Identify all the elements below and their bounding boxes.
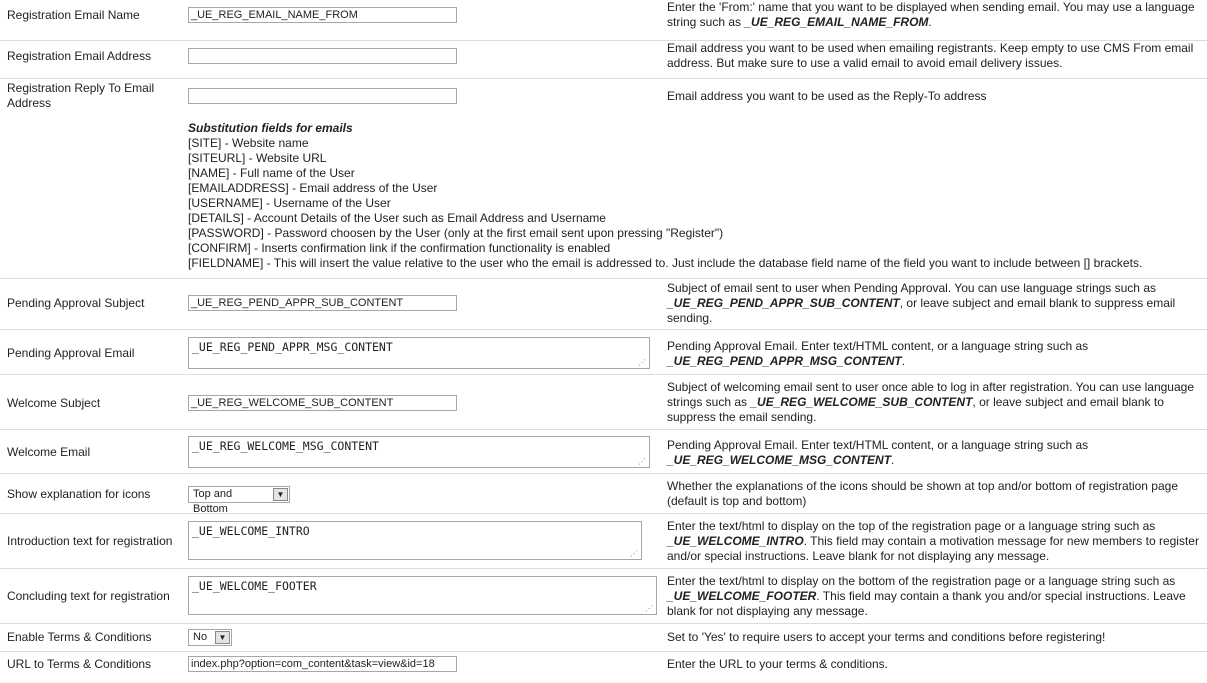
desc-text: Pending Approval Email. Enter text/HTML content, or a language string such as (667, 438, 1089, 452)
desc-emphasis: _UE_REG_PEND_APPR_SUB_CONTENT (667, 296, 900, 310)
substitution-line: [EMAILADDRESS] - Email address of the User (188, 181, 438, 195)
intro-value: _UE_WELCOME_INTRO (192, 524, 310, 538)
pending-subject-desc (667, 281, 1199, 326)
terms-label: Enable Terms & Conditions (7, 630, 152, 644)
show-icons-desc: Whether the explanations of the icons should be shown at top and/or bottom of registration page (default is top and bottom) (667, 479, 1178, 508)
show-icons-label: Show explanation for icons (7, 487, 151, 501)
row-footer (0, 568, 1207, 624)
row-pending-subject (0, 278, 1207, 330)
substitution-line: [FIELDNAME] - This will insert the value relative to the user who the email is addressed to. Just include the database field name of the field you want to include between [] brackets. (188, 256, 1143, 270)
desc-text: . (901, 354, 906, 368)
reply-to-input[interactable] (188, 88, 457, 104)
desc-text: . This field may contain a motivation message for new members to register and/or special instructions. Leave blank for not displaying any message. (667, 534, 1199, 563)
desc-emphasis: _UE_WELCOME_FOOTER (667, 589, 817, 603)
desc-emphasis: _UE_WELCOME_INTRO (667, 534, 804, 548)
row-show-icons (0, 473, 1207, 514)
pending-email-value: _UE_REG_PEND_APPR_MSG_CONTENT (192, 340, 393, 354)
substitution-line: [PASSWORD] - Password choosen by the User (only at the first email sent upon pressing "Register") (188, 226, 724, 240)
desc-text: Pending Approval Email. Enter text/HTML content, or a language string such as (667, 339, 1089, 353)
reply-to-label: Registration Reply To Email Address (7, 81, 155, 110)
row-welcome-email (0, 429, 1207, 474)
footer-label: Concluding text for registration (7, 589, 170, 603)
pending-email-textarea[interactable] (188, 337, 650, 369)
row-terms-url (0, 651, 1207, 683)
welcome-subject-label: Welcome Subject (7, 396, 101, 410)
intro-label: Introduction text for registration (7, 534, 173, 548)
email-name-desc (667, 0, 1199, 30)
terms-url-input[interactable]: index.php?option=com_content&task=view&id=18 (188, 656, 457, 672)
desc-emphasis: _UE_REG_PEND_APPR_MSG_CONTENT (667, 354, 902, 368)
desc-text: Subject of email sent to user when Pending Approval. You can use language strings such as (667, 281, 1156, 295)
row-pending-email (0, 329, 1207, 375)
pending-email-desc (667, 339, 1199, 369)
welcome-subject-desc (667, 380, 1199, 425)
desc-text: Enter the text/html to display on the bottom of the registration page or a language string such as (667, 574, 1176, 588)
row-terms (0, 623, 1207, 652)
terms-desc: Set to 'Yes' to require users to accept your terms and conditions before registering! (667, 630, 1106, 644)
terms-select[interactable] (188, 629, 232, 646)
footer-textarea[interactable] (188, 576, 657, 615)
desc-text: Subject of welcoming email sent to user once able to log in after registration. You can use language strings such as (667, 380, 1194, 409)
welcome-email-desc (667, 438, 1199, 468)
desc-emphasis: _UE_REG_WELCOME_MSG_CONTENT (667, 453, 892, 467)
desc-text: . (928, 15, 932, 29)
email-name-label: Registration Email Name (7, 8, 140, 22)
row-reply-to (0, 78, 1207, 279)
row-email-name (0, 0, 1207, 40)
row-intro (0, 513, 1207, 569)
resize-grip-icon[interactable]: ⋰ (638, 358, 646, 367)
desc-text: , or leave subject and email blank to suppress email sending. (667, 296, 1176, 325)
footer-value: _UE_WELCOME_FOOTER (192, 579, 317, 593)
resize-grip-icon[interactable]: ⋰ (638, 457, 646, 466)
substitution-line: [USERNAME] - Username of the User (188, 196, 391, 210)
substitution-line: [NAME] - Full name of the User (188, 166, 355, 180)
substitution-line: [CONFIRM] - Inserts confirmation link if the confirmation functionality is enabled (188, 241, 611, 255)
resize-grip-icon[interactable]: ⋰ (645, 604, 653, 613)
welcome-subject-input[interactable]: _UE_REG_WELCOME_SUB_CONTENT (188, 395, 457, 411)
desc-text: . (891, 453, 895, 467)
substitution-fields (188, 121, 1142, 271)
footer-desc (667, 574, 1199, 619)
dropdown-arrow-icon[interactable]: ▼ (215, 631, 230, 644)
substitution-heading: Substitution fields for emails (188, 121, 353, 135)
desc-emphasis: _UE_REG_EMAIL_NAME_FROM (744, 15, 929, 29)
terms-url-label: URL to Terms & Conditions (7, 657, 152, 671)
desc-emphasis: _UE_REG_WELCOME_SUB_CONTENT (750, 395, 973, 409)
show-icons-select[interactable] (188, 486, 290, 515)
substitution-line: [SITEURL] - Website URL (188, 151, 327, 165)
desc-text: Enter the text/html to display on the top of the registration page or a language string such as (667, 519, 1156, 533)
welcome-email-value: _UE_REG_WELCOME_MSG_CONTENT (192, 439, 379, 453)
intro-textarea[interactable] (188, 521, 642, 560)
welcome-email-label: Welcome Email (7, 445, 91, 459)
pending-subject-input[interactable]: _UE_REG_PEND_APPR_SUB_CONTENT (188, 295, 457, 311)
email-address-desc: Email address you want to be used when emailing registrants. Keep empty to use CMS From email address. But make sure to use a valid email to avoid email delivery issues. (667, 41, 1194, 70)
reply-to-desc: Email address you want to be used as the Reply-To address (667, 89, 987, 103)
substitution-line: [SITE] - Website name (188, 136, 309, 150)
desc-text: . This field may contain a thank you and/or special instructions. Leave blank for not displaying any message. (667, 589, 1186, 618)
resize-grip-icon[interactable]: ⋰ (630, 549, 638, 558)
show-icons-value: Top and Bottom (193, 488, 233, 515)
pending-subject-label: Pending Approval Subject (7, 296, 145, 310)
email-name-input[interactable]: _UE_REG_EMAIL_NAME_FROM (188, 7, 457, 23)
email-address-label: Registration Email Address (7, 49, 152, 63)
terms-url-desc: Enter the URL to your terms & conditions. (667, 657, 888, 671)
dropdown-arrow-icon[interactable]: ▼ (273, 488, 288, 501)
desc-text: Enter the 'From:' name that you want to be displayed when sending email. You may use a language string such as (667, 0, 1195, 29)
email-address-input[interactable] (188, 48, 457, 64)
desc-text: , or leave subject and email blank to suppress the email sending. (667, 395, 1164, 424)
welcome-email-textarea[interactable] (188, 436, 650, 468)
intro-desc (667, 519, 1199, 564)
pending-email-label: Pending Approval Email (7, 346, 135, 360)
row-email-address (0, 40, 1207, 79)
substitution-line: [DETAILS] - Account Details of the User such as Email Address and Username (188, 211, 606, 225)
terms-value: No (193, 631, 208, 643)
row-welcome-subject (0, 374, 1207, 430)
